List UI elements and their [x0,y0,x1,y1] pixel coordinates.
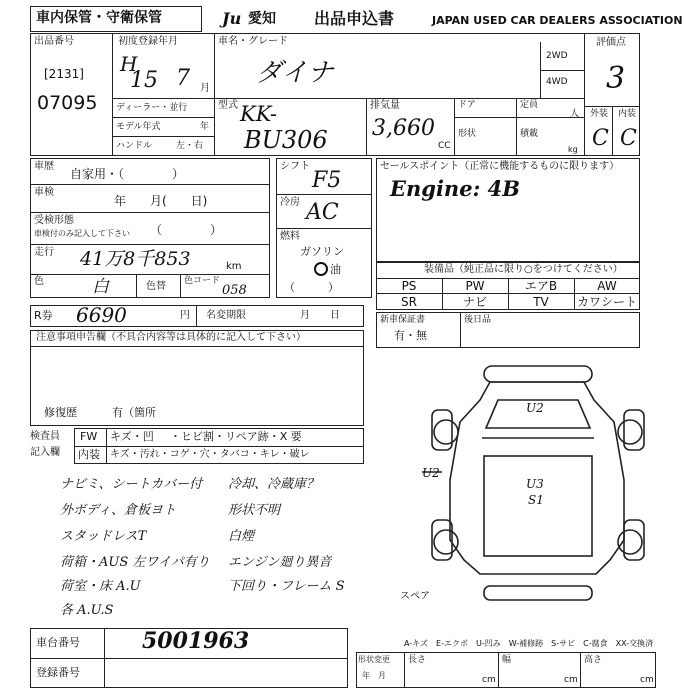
name-change-value: 月 日 [300,310,340,321]
note-line: 荷箱・AUS 左ワイパ有り [60,555,210,570]
drive-2wd: 2WD [546,51,568,61]
equip-navi: ナビ [462,295,487,309]
logo: Ju [222,9,242,28]
fuel-diesel-suffix: 油 [330,263,341,276]
lot-sub-number: [2131] [44,67,84,81]
note-line: 外ボディ、倉板ヨト [60,503,176,518]
color-value: 白 [92,277,109,297]
mileage-label: 走行 [34,247,54,258]
length-unit: cm [482,675,496,685]
check-fw: FW [80,430,98,443]
selling-point-label: セールスポイント（正常に機能するものに限ります） [380,161,620,172]
score-interior-label: 内装 [618,109,637,119]
receipt-paren: （ ） [150,223,223,237]
recycle-value: 6690 [76,303,127,327]
registration-label: 初度登録年月 [118,36,178,47]
registration-month-unit: 月 [200,83,210,94]
note-line: 形状不明 [228,503,281,518]
form-change-label: 形状変更 [358,655,390,664]
registration-era: H [120,52,138,76]
shift-value: F5 [312,168,342,193]
equip-ps: PS [401,279,417,293]
shift-label: シフト [280,161,310,172]
score-exterior-label: 外装 [590,109,609,119]
damage-mark: U2 [422,466,440,480]
chassis-number: 5001963 [142,628,250,654]
check-interior: 内装 [78,448,100,461]
color-code-label: 色コード [184,276,221,286]
association-name: JAPAN USED CAR DEALERS ASSOCIATION [432,14,683,27]
registration-number-label: 登録番号 [36,666,80,679]
receipt-label: 受検形態 [34,215,74,226]
model-year-label: モデル年式 [116,122,161,132]
chassis-label: 車台番号 [36,636,80,649]
note-line: ナビミ、シートカバー付 [60,477,203,492]
recycle-unit: 円 [180,310,190,321]
handle-label: ハンドル [116,141,153,151]
damage-mark: U2 [526,401,544,415]
inspection-value: 年 月( 日) [114,194,208,208]
note-line: 冷却、冷蔵庫？ [228,477,320,492]
width-label: 幅 [502,655,512,665]
displacement-value: 3,660 [372,116,435,141]
model-label: 車名・グレード [218,36,288,47]
notes-label: 注意事項申告欄（不具合内容等は具体的に記入して下さい） [36,332,306,343]
damage-mark: U3 [526,477,544,491]
equip-tv: TV [533,295,549,309]
lot-label: 出品番号 [34,36,74,47]
color-label: 色 [34,276,44,287]
displacement-label: 排気量 [370,100,400,111]
registration-month: 7 [176,66,190,91]
load-unit: kg [568,145,578,154]
equip-leather-seat: カワシート [576,295,637,309]
displacement-unit: CC [438,141,451,151]
fuel-paren: （ ） [284,281,339,294]
length-label: 長さ [408,655,427,665]
shape-label: 形状 [458,129,477,139]
note-line: スタッドレスT [60,529,147,544]
lot-number: 07095 [37,92,98,114]
check-row1-rest: ・ヒビ割・リペア跡・X 要 [170,430,302,443]
registration-year: 15 [130,68,158,93]
width-unit: cm [564,675,578,685]
fuel-diesel-circle [314,262,328,276]
selling-point-box [376,158,640,262]
height-unit: cm [640,675,654,685]
note-line: 荷室・床 A.U [60,579,141,594]
capacity-unit: 人 [570,109,580,119]
score-value: 3 [606,61,626,96]
storage-label: 車内保管・守衛保管 [36,10,162,26]
aircon-value: AC [306,200,339,225]
type-label: 型式 [218,100,238,111]
mileage-unit: km [226,261,242,272]
history-label: 車歴 [34,161,54,172]
color-code-value: 058 [222,283,247,298]
note-line: エンジン廻り異音 [228,555,332,570]
receipt-note: 車検付のみ記入して下さい [34,229,130,238]
check-row2-rest: キズ・汚れ・コゲ・穴・タバコ・キレ・破レ [110,449,310,460]
drive-4wd: 4WD [546,77,568,87]
check-scratch-dent: キズ・凹 [110,430,154,443]
history-value: 自家用・（ ） [70,167,185,181]
equip-sr: SR [401,295,417,309]
equipment-label: 装備品（純正品に限り○をつけてください） [424,264,623,275]
recycle-label: R券 [34,309,53,322]
damage-legend: A-キズ E-エクボ U-凹み W-補修跡 S-サビ C-腐食 XX-交換済 [404,639,654,648]
org-name: 愛知 [248,11,276,27]
inspector-label: 検査員 [30,431,60,442]
rear-label: 後日品 [464,315,492,325]
height-label: 高さ [584,655,603,665]
mileage-value: 41万8千853 [80,248,191,270]
fuel-gasoline: ガソリン [300,245,344,258]
load-label: 積載 [520,129,539,139]
note-line: 白煙 [228,529,255,544]
warranty-label: 新車保証書 [380,315,426,325]
score-label: 評価点 [596,37,626,48]
equip-aw: AW [597,279,617,293]
aircon-label: 冷房 [280,197,300,208]
fuel-label: 燃料 [280,231,300,242]
model-year-unit: 年 [200,122,210,132]
type-value-1: KK- [240,102,277,126]
doors-label: ドア [458,100,476,110]
form-title: 出品申込書 [314,9,395,28]
warranty-value: 有・無 [394,329,427,342]
score-exterior-value: C [592,126,609,151]
spare-label: スペア [400,591,430,602]
repair-label: 修復歴 [44,406,77,419]
inspection-label: 車検 [34,187,54,198]
record-label: 記入欄 [30,447,60,458]
note-line: 下回り・フレーム S [228,579,345,594]
model-name: ダイナ [256,58,334,88]
equip-pw: PW [465,279,485,293]
equip-airbag: エアB [524,279,558,293]
notes-box [30,330,364,426]
note-line: 各 A.U.S [60,603,114,618]
selling-point-value: Engine: 4B [390,176,520,201]
form-change-sub: 年 月 [362,671,386,680]
dealer-label: ディーラー・並行 [116,103,188,113]
color-replaced-label: 色替 [146,281,166,292]
capacity-label: 定員 [520,100,539,110]
damage-mark: S1 [528,493,544,507]
score-interior-value: C [620,126,637,151]
type-value-2: BU306 [244,126,328,154]
name-change-label: 名変期限 [206,310,246,321]
repair-value: 有（箇所 [112,406,156,419]
handle-value: 左・右 [176,141,204,151]
